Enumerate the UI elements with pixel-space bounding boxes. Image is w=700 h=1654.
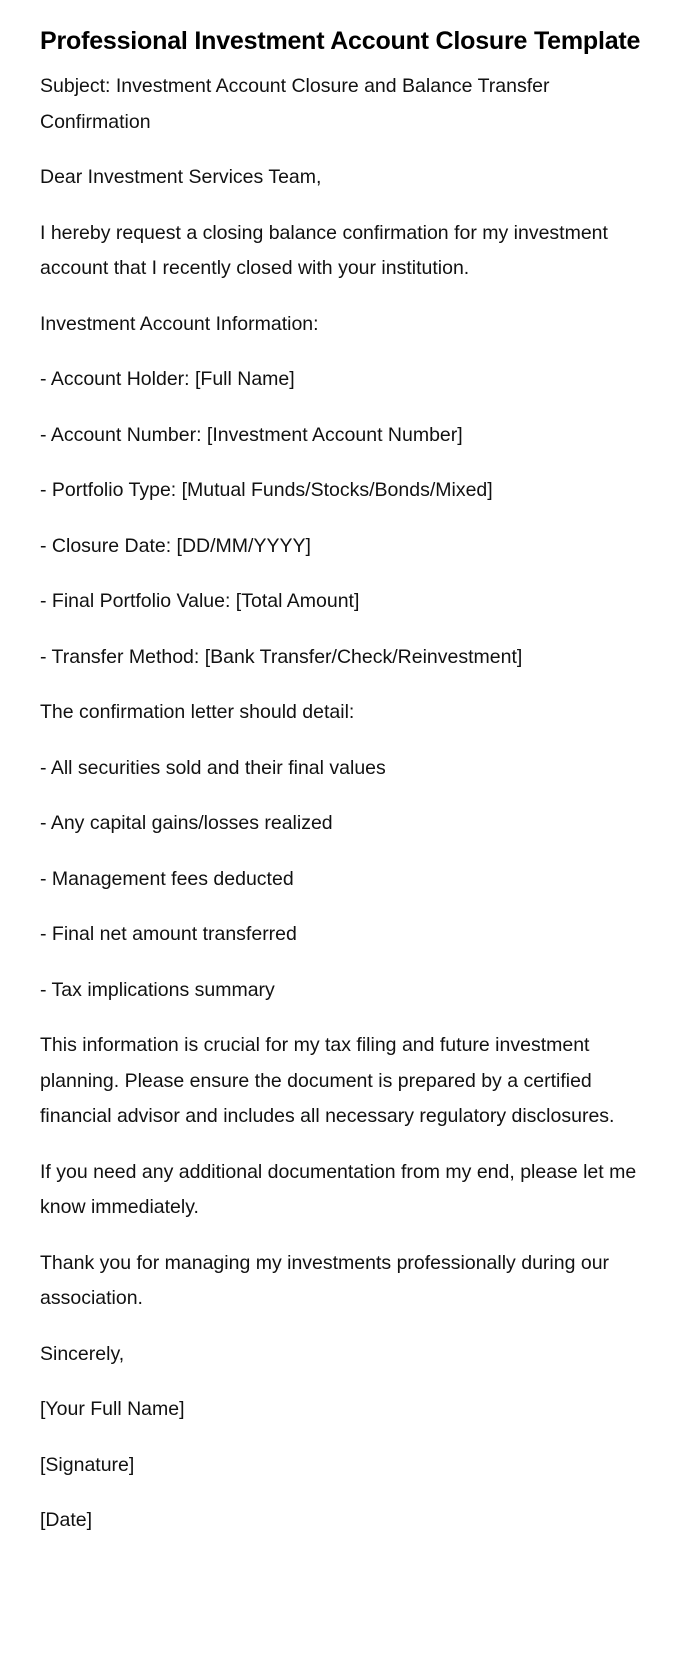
info-heading: Investment Account Information: (40, 312, 319, 335)
detail-heading: The confirmation letter should detail: (40, 701, 355, 723)
thanks-paragraph: Thank you for managing my investments professionally during our association. (40, 1251, 610, 1309)
detail-item-fees: - Management fees deducted (40, 867, 294, 890)
info-item-transfer-method: - Transfer Method: [Bank Transfer/Check/Reinvestment] (40, 645, 523, 668)
info-item-account-number: - Account Number: [Investment Account Number] (40, 423, 463, 446)
detail-item-securities: - All securities sold and their final values (40, 756, 386, 779)
info-item-account-holder: - Account Holder: [Full Name] (40, 368, 295, 390)
detail-item-capital-gains: - Any capital gains/losses realized (40, 812, 333, 834)
closing: Sincerely, (40, 1342, 125, 1365)
greeting: Dear Investment Services Team, (40, 166, 322, 188)
name-placeholder: [Your Full Name] (40, 1398, 185, 1420)
info-item-closure-date: - Closure Date: [DD/MM/YYYY] (40, 534, 311, 557)
detail-item-net-amount: - Final net amount transferred (40, 923, 297, 945)
info-item-portfolio-type: - Portfolio Type: [Mutual Funds/Stocks/Bonds/Mixed] (40, 479, 493, 501)
subject-line: Subject: Investment Account Closure and Balance Transfer Confirmation (40, 75, 550, 133)
detail-item-tax: - Tax implications summary (40, 978, 275, 1001)
document-title: Professional Investment Account Closure Template (40, 27, 641, 55)
additional-paragraph: If you need any additional documentation from my end, please let me know immediately. (40, 1160, 637, 1218)
date-placeholder: [Date] (40, 1509, 93, 1531)
signature-placeholder: [Signature] (40, 1453, 135, 1476)
importance-paragraph: This information is crucial for my tax filing and future investment planning. Please ensure the document is prepared by a certified financial advisor and includes all necessary regulatory disclosures. (40, 1034, 615, 1127)
info-item-final-value: - Final Portfolio Value: [Total Amount] (40, 590, 360, 612)
intro-paragraph: I hereby request a closing balance confirmation for my investment account that I recently closed with your institution. (40, 221, 608, 279)
